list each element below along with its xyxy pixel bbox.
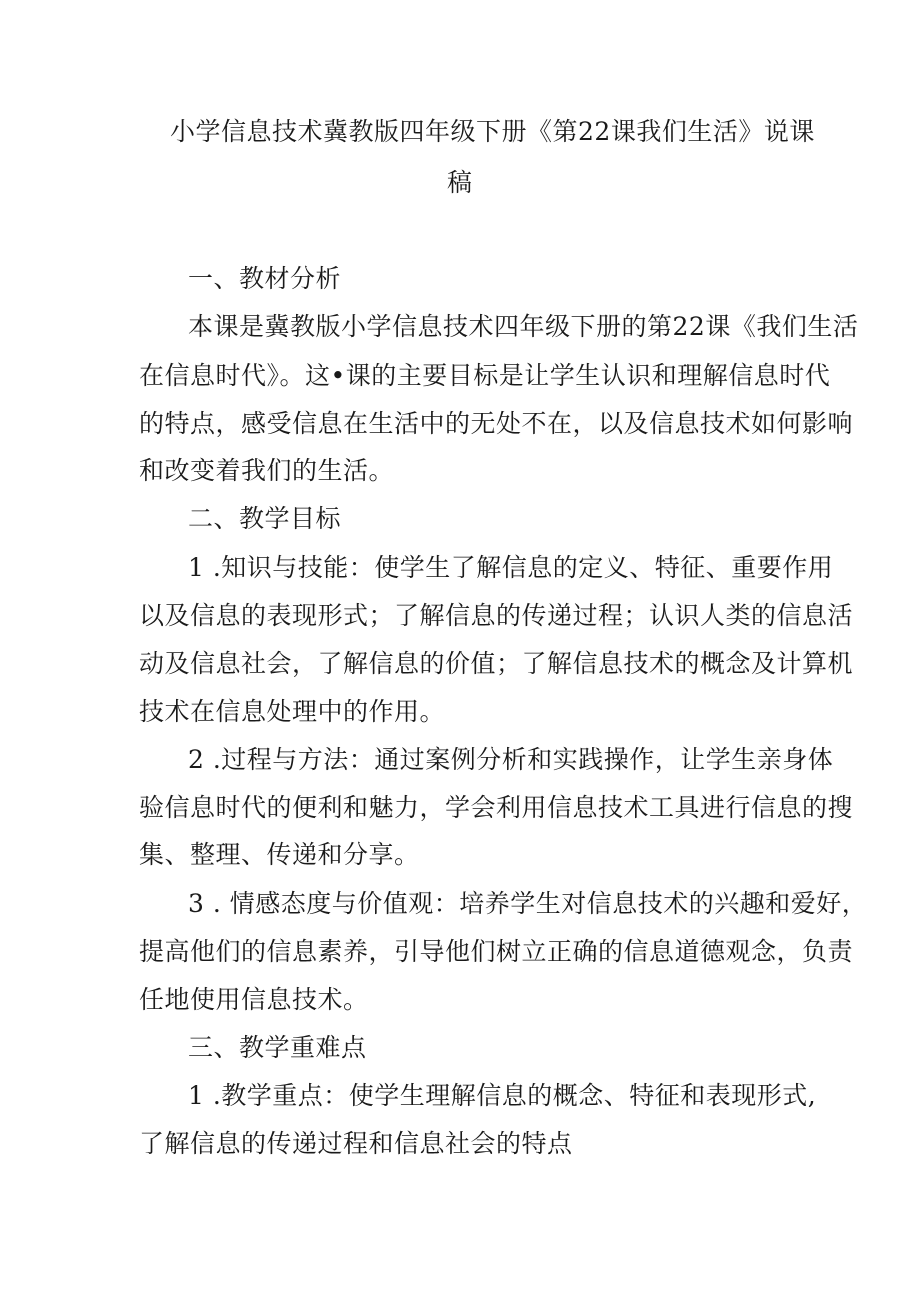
paragraph-line: 1 .知识与技能：使学生了解信息的定义、特征、重要作用 — [188, 553, 834, 582]
document-title-line-2: 稿 — [447, 168, 473, 197]
paragraph-line: 任地使用信息技术。 — [139, 985, 369, 1014]
section-heading-1: 一、教材分析 — [188, 264, 342, 293]
paragraph-line: 在信息时代》。这•课的主要目标是让学生认识和理解信息时代 — [139, 361, 831, 390]
paragraph-line: 以及信息的表现形式；了解信息的传递过程；认识人类的信息活 — [139, 601, 854, 630]
paragraph-line: 提高他们的信息素养，引导他们树立正确的信息道德观念，负责 — [139, 937, 854, 966]
paragraph-line: 本课是冀教版小学信息技术四年级下册的第22课《我们生活 — [188, 312, 859, 341]
paragraph-line: 的特点，感受信息在生活中的无处不在，以及信息技术如何影响 — [139, 409, 854, 438]
section-heading-2: 二、教学目标 — [188, 504, 342, 533]
section-heading-3: 三、教学重难点 — [188, 1033, 367, 1062]
paragraph-line: 了解信息的传递过程和信息社会的特点 — [139, 1129, 573, 1158]
paragraph-line: 2 .过程与方法：通过案例分析和实践操作，让学生亲身体 — [188, 745, 834, 774]
paragraph-line: 3 . 情感态度与价值观：培养学生对信息技术的兴趣和爱好， — [188, 889, 868, 918]
paragraph-line: 动及信息社会，了解信息的价值；了解信息技术的概念及计算机 — [139, 649, 854, 678]
paragraph-line: 技术在信息处理中的作用。 — [139, 697, 446, 726]
paragraph-line: 集、整理、传递和分享。 — [139, 840, 420, 869]
document-title-line-1: 小学信息技术冀教版四年级下册《第22课我们生活》说课 — [170, 117, 815, 146]
paragraph-line: 和改变着我们的生活。 — [139, 456, 395, 485]
paragraph-line: 验信息时代的便利和魅力，学会利用信息技术工具进行信息的搜 — [139, 793, 854, 822]
paragraph-line: 1 .教学重点：使学生理解信息的概念、特征和表现形式, — [188, 1081, 817, 1110]
